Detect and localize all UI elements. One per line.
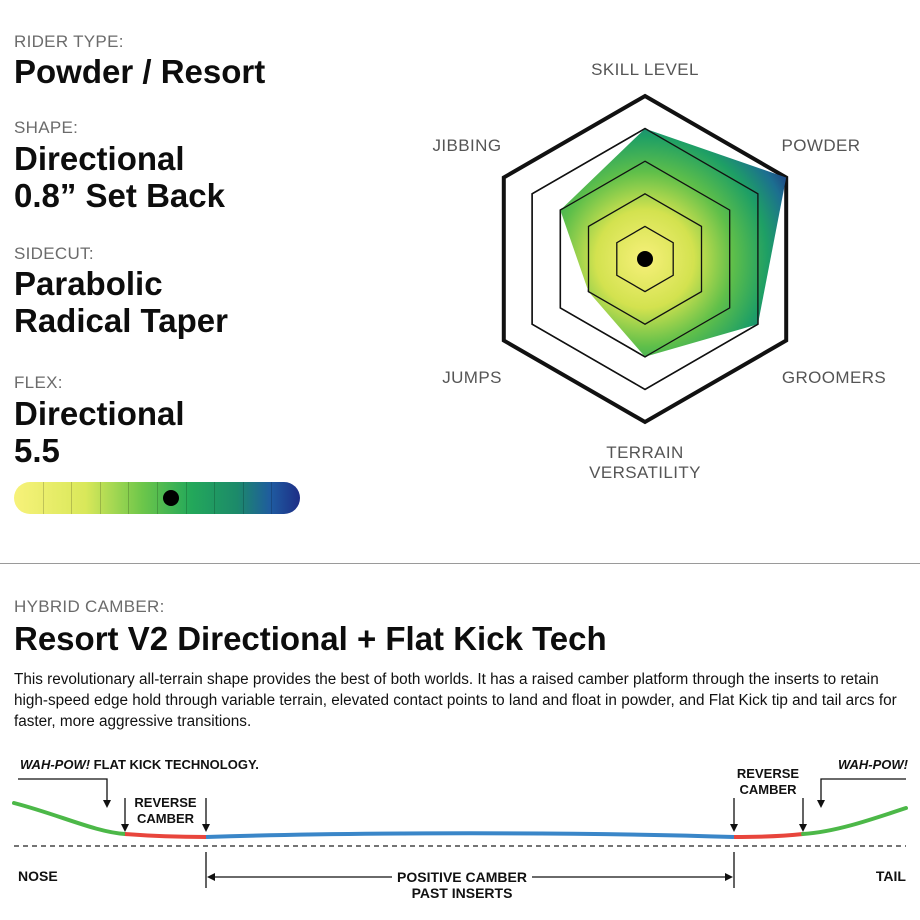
- flex-scale-tick: [243, 482, 244, 514]
- ride-profile-radar: [400, 40, 890, 490]
- flex-value: Directional 5.5: [14, 395, 185, 469]
- flex-scale-tick: [271, 482, 272, 514]
- radar-axis-label: GROOMERS: [781, 368, 887, 387]
- tail-label: TAIL: [875, 868, 906, 884]
- nose-reverse-camber-segment: [125, 834, 206, 837]
- positive-camber-segment: [206, 833, 734, 837]
- flex-scale-tick: [128, 482, 129, 514]
- rider-type-value: Powder / Resort: [14, 53, 266, 90]
- wahpow-right-label: WAH-POW!: [837, 757, 908, 772]
- flex-scale-bar: [14, 482, 300, 514]
- radar-axis-label: JIBBING: [432, 136, 502, 155]
- section-divider: [0, 563, 920, 564]
- flex-scale-tick: [100, 482, 101, 514]
- nose-label: NOSE: [18, 868, 58, 884]
- tail-reverse-camber-segment: [734, 834, 803, 837]
- camber-label: HYBRID CAMBER:: [14, 597, 165, 616]
- flex-scale-tick: [43, 482, 44, 514]
- flex-label: FLEX:: [14, 373, 63, 392]
- flex-scale-tick: [157, 482, 158, 514]
- radar-axis-label: SKILL LEVEL: [591, 60, 699, 79]
- radar-axis-label: POWDER: [781, 136, 861, 155]
- flex-scale-tick: [186, 482, 187, 514]
- radar-center-dot: [637, 251, 653, 267]
- wahpow-left-label: WAH-POW! FLAT KICK TECHNOLOGY.: [20, 757, 259, 772]
- camber-title: Resort V2 Directional + Flat Kick Tech: [14, 620, 607, 657]
- tail-flat-kick-segment: [803, 808, 906, 834]
- sidecut-value: Parabolic Radical Taper: [14, 265, 228, 339]
- shape-value: Directional 0.8” Set Back: [14, 140, 225, 214]
- reverse-camber-left-label: REVERSE CAMBER: [134, 795, 197, 826]
- rider-type-label: RIDER TYPE:: [14, 32, 124, 51]
- flex-scale-tick: [214, 482, 215, 514]
- radar-axis-label: TERRAIN VERSATILITY: [589, 443, 701, 482]
- radar-axis-label: JUMPS: [442, 368, 502, 387]
- sidecut-label: SIDECUT:: [14, 244, 94, 263]
- positive-camber-label: POSITIVE CAMBER PAST INSERTS: [397, 869, 527, 901]
- shape-label: SHAPE:: [14, 118, 79, 137]
- nose-flat-kick-segment: [14, 803, 125, 834]
- flex-scale-tick: [71, 482, 72, 514]
- camber-description: This revolutionary all-terrain shape provides the best of both worlds. It has a raised camber platform through the inserts to retain high-speed edge hold through variable terrain, elevated contact points to land and float in powder, and Flat Kick tip and tail arcs for faster, more aggressive transitions.: [14, 671, 897, 730]
- reverse-camber-right-label: REVERSE CAMBER: [736, 766, 800, 797]
